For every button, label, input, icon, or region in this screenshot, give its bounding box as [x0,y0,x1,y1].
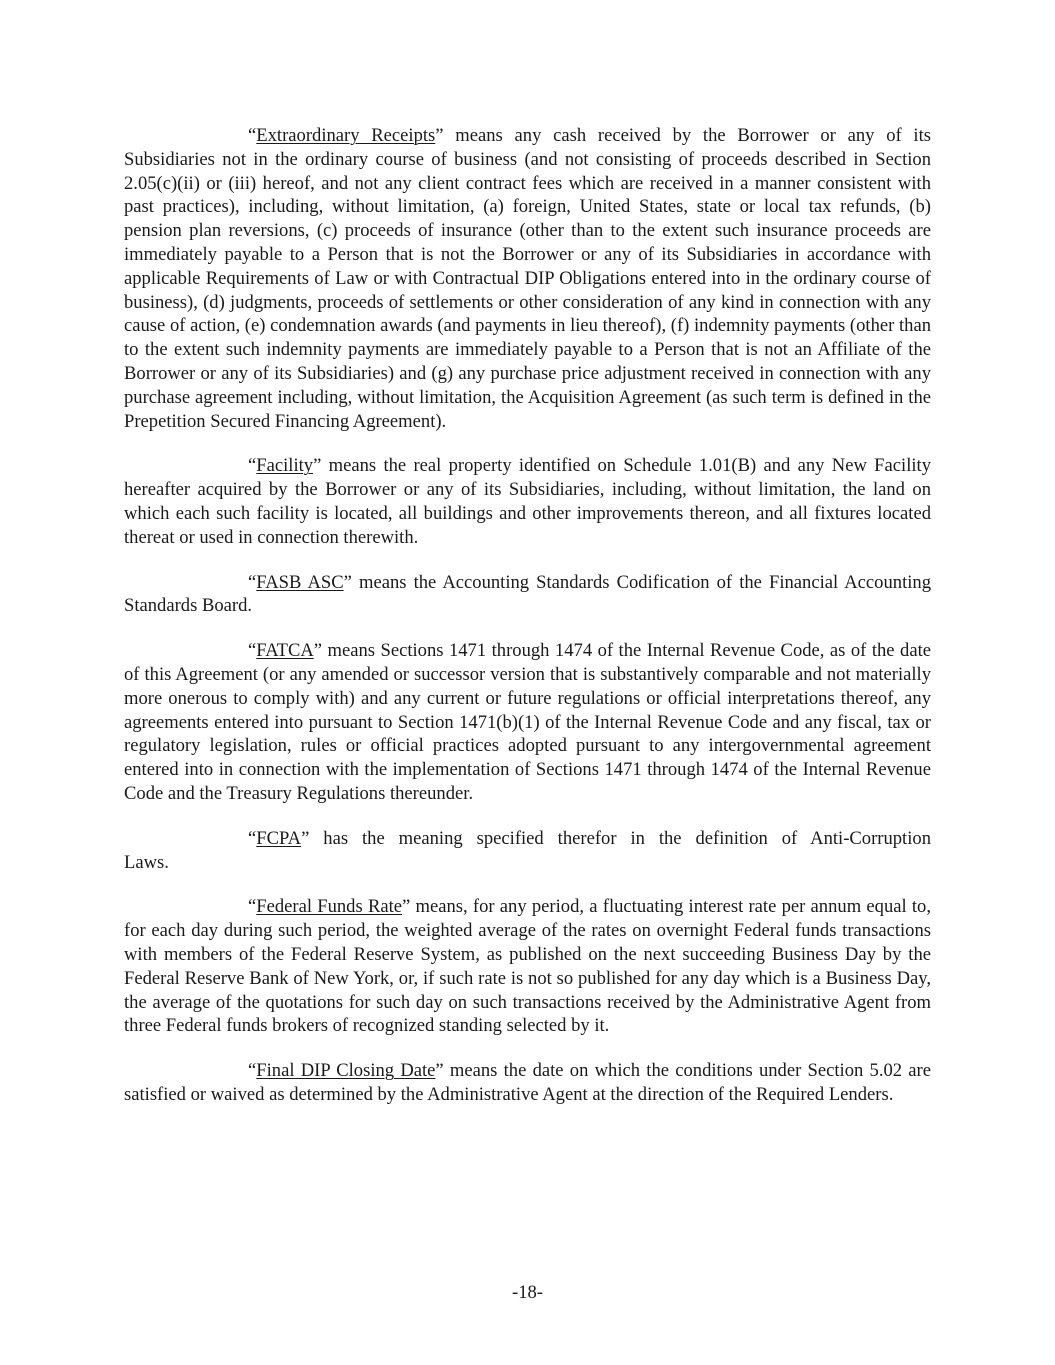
definition-fatca [124,639,931,806]
definition-text: ” means Sections 1471 through 1474 of the Internal Revenue Code, as of the date of this Agreement (or any amended or successor version that is substantively comparable and not materially more onerous to comply with) and any current or future regulations or official interpretations thereof, any agreements entered into pursuant to Section 1471(b)(1) of the Internal Revenue Code and any fiscal, tax or regulatory legislation, rules or official practices adopted pursuant to any intergovernmental agreement entered into in connection with the implementation of Sections 1471 through 1474 of the Internal Revenue Code and the Treasury Regulations thereunder. [124,640,931,804]
open-quote: “ [248,1060,257,1082]
defined-term: Facility [256,455,314,477]
defined-term: FASB ASC [256,571,344,593]
definition-text: ” has the meaning specified therefor in the definition of Anti-Corruption [301,827,931,849]
open-quote: “ [248,571,257,593]
definition-text: ” means the date on which the conditions under Section 5.02 are satisfied or waived as determined by the Administrative Agent at the direction of the Required Lenders. [124,1060,931,1105]
definition-first-line [124,827,931,851]
defined-term: Extraordinary Receipts [256,125,436,146]
definition-text: ” means the real property identified on Schedule 1.01(B) and any New Facility hereafter acquired by the Borrower or any of its Subsidiaries, including, without limitation, the land on which each such facility is located, all buildings and other improvements thereon, and all fixtures located thereat or used in connection therewith. [124,455,931,548]
document-page [124,124,931,1128]
page-number: -18- [512,1282,543,1303]
definition-fasb-asc [124,571,931,619]
definition-final-dip-closing-date [124,1059,931,1107]
open-quote: “ [248,827,257,849]
definition-facility [124,454,931,549]
definition-extraordinary-receipts [124,124,931,433]
open-quote: “ [248,125,257,146]
definition-fcpa [124,827,931,875]
open-quote: “ [248,455,257,477]
definition-text: ” means any cash received by the Borrower or any of its Subsidiaries not in the ordinary course of business (and not consisting of proceeds described in Section 2.05(c)(ii) or (iii) hereof, and not any client contract fees which are received in a manner consistent with past practices), including, without limitation, (a) foreign, United States, state or local tax refunds, (b) pension plan reversions, (c) proceeds of insurance (other than to the extent such insurance proceeds are immediately payable to a Person that is not the Borrower or any of its Subsidiaries in accordance with applicable Requirements of Law or with Contractual DIP Obligations entered into in the ordinary course of business), (d) judgments, proceeds of settlements or other consideration of any kind in connection with any cause of action, (e) condemnation awards (and payments in lieu thereof), (f) indemnity payments (other than to the extent such indemnity payments are immediately payable to a Person that is not an Affiliate of the Borrower or any of its Subsidiaries) and (g) any purchase price adjustment received in connection with any purchase agreement including, without limitation, the Acquisition Agreement (as such term is defined in the Prepetition Secured Financing Agreement). [124,125,931,432]
open-quote: “ [248,640,257,662]
definition-text: ” means the Accounting Standards Codification of the Financial Accounting Standards Board. [124,571,931,617]
defined-term: Final DIP Closing Date [256,1060,436,1082]
defined-term: FATCA [256,640,314,662]
definition-text: ” means, for any period, a fluctuating interest rate per annum equal to, for each day during such period, the weighted average of the rates on overnight Federal funds transactions with members of the Federal Reserve System, as published on the next succeeding Business Day by the Federal Reserve Bank of New York, or, if such rate is not so published for any day which is a Business Day, the average of the quotations for such day on such transactions received by the Administrative Agent from three Federal funds brokers of recognized standing selected by it. [124,896,932,1037]
definition-federal-funds-rate [124,895,931,1038]
defined-term: Federal Funds Rate [256,896,403,918]
open-quote: “ [248,896,257,918]
defined-term: FCPA [256,827,302,849]
definition-text-tail: Laws. [124,851,169,873]
